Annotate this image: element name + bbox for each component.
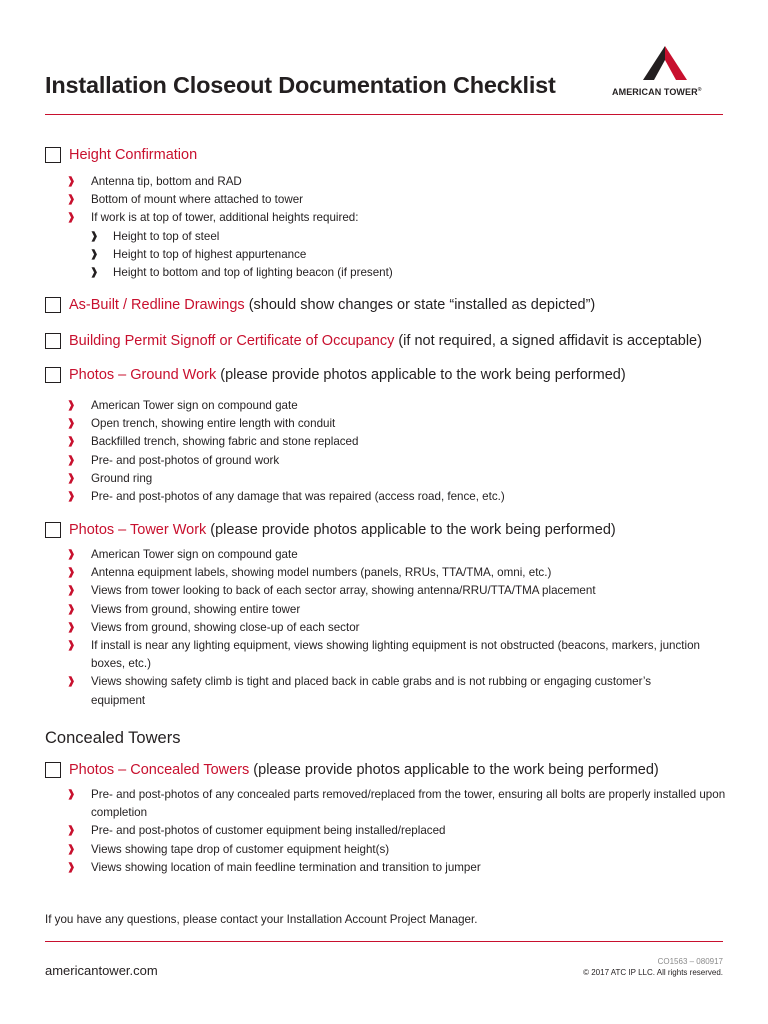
- chevron-right-icon: ❱: [67, 454, 76, 466]
- list-item: ❱ Views showing location of main feedline termination and transition to jumper: [45, 859, 725, 877]
- list-item: ❱ Views showing safety climb is tight and placed back in cable grabs and is not rubbing or engaging customer’s equipment: [67, 675, 652, 707]
- concealed-towers-heading: Concealed Towers: [45, 729, 181, 747]
- list-item: ❱ Ground ring: [45, 470, 725, 488]
- contact-note: If you have any questions, please contact your Installation Account Project Manager.: [45, 913, 478, 926]
- item-list: [45, 786, 725, 877]
- list-item: ❱ Pre- and post-photos of ground work: [45, 452, 725, 470]
- list-item: ❱ Pre- and post-photos of any concealed parts removed/replaced from the tower, ensuring all bolts are properly installed upon completion: [67, 788, 726, 820]
- item-list: [45, 397, 725, 506]
- section-title: As-Built / Redline Drawings: [69, 297, 245, 313]
- section-building-permit: [45, 332, 725, 350]
- chevron-right-icon: ❱: [90, 248, 99, 260]
- chevron-right-icon: ❱: [67, 567, 76, 579]
- logo-wordmark: AMERICAN TOWER®: [612, 87, 702, 97]
- list-item: ❱ Pre- and post-photos of any damage that was repaired (access road, fence, etc.): [45, 488, 725, 506]
- section-note: (please provide photos applicable to the work being performed): [220, 367, 626, 383]
- chevron-right-icon: ❱: [67, 400, 76, 411]
- chevron-right-icon: ❱: [67, 472, 76, 484]
- list-subitem: ❱ Height to top of steel: [45, 228, 725, 246]
- list-item: ❱ American Tower sign on compound gate: [45, 546, 725, 564]
- height-confirmation-checkbox[interactable]: [45, 147, 61, 163]
- list-item: ❱ If install is near any lighting equipment, views showing lighting equipment is not obstructed (beacons, markers, junction boxes, etc.): [67, 639, 700, 671]
- list-item: ❱ Antenna tip, bottom and RAD: [45, 173, 725, 191]
- list-item: ❱ Views from ground, showing entire tower: [45, 601, 725, 619]
- chevron-right-icon: ❱: [67, 621, 76, 633]
- list-item: ❱ Views from tower looking to back of each sector array, showing antenna/RRU/TTA/TMA placement: [45, 582, 725, 600]
- footer-divider: [45, 941, 723, 942]
- chevron-right-icon: ❱: [67, 585, 76, 597]
- concealed-towers-checkbox[interactable]: [45, 762, 61, 778]
- chevron-right-icon: ❱: [67, 194, 76, 206]
- page-title: Installation Closeout Documentation Checklist: [45, 72, 556, 98]
- chevron-right-icon: ❱: [67, 176, 76, 187]
- american-tower-logo: [606, 46, 724, 100]
- document-code: CO1563 – 080917: [657, 957, 723, 966]
- chevron-right-icon: ❱: [90, 230, 99, 242]
- section-note: (should show changes or state “installed as depicted”): [248, 297, 596, 313]
- chevron-right-icon: ❱: [67, 843, 76, 855]
- list-subitem: ❱ Height to bottom and top of lighting beacon (if present): [45, 264, 725, 282]
- list-item: ❱ Views from ground, showing close-up of each sector: [45, 619, 725, 637]
- chevron-right-icon: ❱: [67, 418, 76, 430]
- as-built-checkbox[interactable]: [45, 297, 61, 313]
- section-title: Photos – Concealed Towers: [69, 762, 250, 778]
- list-item: ❱ Open trench, showing entire length with conduit: [45, 415, 725, 433]
- chevron-right-icon: ❱: [67, 789, 76, 800]
- section-title: Photos – Tower Work: [69, 522, 207, 538]
- section-photos-tower-work: [45, 521, 725, 710]
- chevron-right-icon: ❱: [67, 861, 76, 873]
- chevron-right-icon: ❱: [67, 825, 76, 837]
- building-permit-checkbox[interactable]: [45, 333, 61, 349]
- list-item: ❱ Bottom of mount where attached to tower: [45, 191, 725, 209]
- chevron-right-icon: ❱: [67, 212, 76, 224]
- chevron-right-icon: ❱: [67, 436, 76, 448]
- item-list: [45, 173, 725, 282]
- section-height-confirmation: [45, 146, 725, 282]
- list-item: ❱ American Tower sign on compound gate: [45, 397, 725, 415]
- chevron-right-icon: ❱: [90, 267, 99, 279]
- chevron-right-icon: ❱: [67, 676, 76, 688]
- copyright: © 2017 ATC IP LLC. All rights reserved.: [583, 968, 723, 977]
- section-note: (please provide photos applicable to the work being performed): [253, 762, 659, 778]
- tower-work-checkbox[interactable]: [45, 522, 61, 538]
- list-item: ❱ Backfilled trench, showing fabric and stone replaced: [45, 433, 725, 451]
- section-note: (if not required, a signed affidavit is acceptable): [398, 333, 702, 349]
- section-title: Photos – Ground Work: [69, 367, 217, 383]
- item-list: [45, 546, 725, 710]
- header-divider: [45, 114, 723, 115]
- section-note: (please provide photos applicable to the work being performed): [210, 522, 616, 538]
- tower-logo-icon: [643, 46, 687, 82]
- chevron-right-icon: ❱: [67, 549, 76, 560]
- section-title: Building Permit Signoff or Certificate of Occupancy: [69, 333, 395, 349]
- list-item: ❱ Pre- and post-photos of customer equipment being installed/replaced: [45, 822, 725, 840]
- list-item: ❱ If work is at top of tower, additional heights required:: [45, 209, 725, 227]
- section-photos-ground-work: [45, 366, 725, 506]
- section-title: Height Confirmation: [69, 147, 198, 163]
- section-photos-concealed-towers: [45, 761, 725, 877]
- list-subitem: ❱ Height to top of highest appurtenance: [45, 246, 725, 264]
- ground-work-checkbox[interactable]: [45, 367, 61, 383]
- website-link[interactable]: americantower.com: [45, 963, 158, 978]
- list-item: ❱ Antenna equipment labels, showing model numbers (panels, RRUs, TTA/TMA, omni, etc.): [45, 564, 725, 582]
- chevron-right-icon: ❱: [67, 603, 76, 615]
- list-item: ❱ Views showing tape drop of customer equipment height(s): [45, 841, 725, 859]
- section-as-built-drawings: [45, 296, 725, 314]
- chevron-right-icon: ❱: [67, 640, 76, 652]
- chevron-right-icon: ❱: [67, 491, 76, 503]
